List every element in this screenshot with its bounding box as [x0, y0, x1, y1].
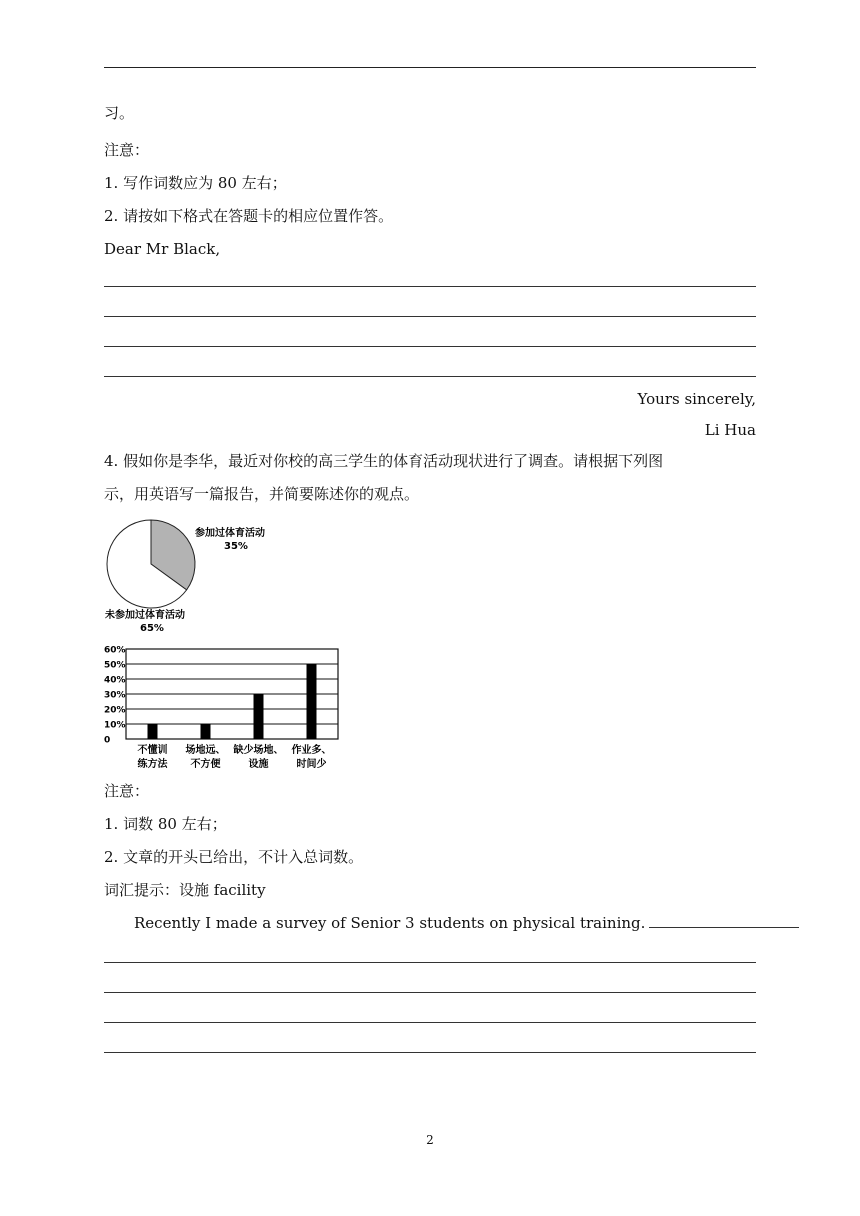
text-line: 习。	[104, 104, 135, 122]
answer-line[interactable]	[104, 992, 756, 993]
answer-line[interactable]	[104, 1022, 756, 1023]
pie-chart	[100, 508, 300, 638]
x-category-label: 练方法	[137, 759, 168, 770]
y-tick-label: 50%	[104, 660, 126, 671]
question-4-text: 示，用英语写一篇报告，并简要陈述你的观点。	[104, 485, 420, 503]
answer-line[interactable]	[104, 316, 756, 317]
note-heading: 注意：	[104, 782, 150, 800]
x-category-label: 作业多、	[291, 745, 332, 756]
salutation: Dear Mr Black,	[104, 240, 221, 258]
note-item: 1. 写作词数应为 80 左右；	[104, 174, 287, 192]
answer-line[interactable]	[104, 1052, 756, 1053]
bar-3	[254, 694, 264, 739]
essay-opening-text: Recently I made a survey of Senior 3 students on physical training.	[134, 914, 646, 932]
x-category-label: 不方便	[190, 759, 221, 770]
answer-blank[interactable]	[649, 913, 799, 928]
x-category-label: 场地远、	[185, 745, 226, 756]
y-tick-label: 60%	[104, 645, 126, 656]
page-number: 2	[426, 1133, 434, 1147]
answer-line[interactable]	[104, 286, 756, 287]
bar-chart	[100, 643, 345, 773]
note-item: 1. 词数 80 左右；	[104, 815, 227, 833]
answer-line[interactable]	[104, 962, 756, 963]
y-tick-label: 30%	[104, 690, 126, 701]
bar-1	[148, 724, 158, 739]
y-tick-label: 10%	[104, 720, 126, 731]
question-4-text: 4. 假如你是李华，最近对你校的高三学生的体育活动现状进行了调查。请根据下列图	[104, 452, 664, 470]
closing: Yours sincerely,	[637, 390, 756, 408]
pie-value-label: 65%	[140, 623, 164, 634]
bar-2	[201, 724, 211, 739]
pie-label: 未参加过体育活动	[105, 610, 185, 621]
answer-line[interactable]	[104, 346, 756, 347]
x-category-label: 设施	[248, 759, 269, 770]
x-category-label: 不懂训	[137, 745, 168, 756]
x-category-label: 时间少	[296, 759, 327, 770]
header-rule	[104, 67, 756, 68]
answer-line[interactable]	[104, 376, 756, 377]
signature: Li Hua	[704, 421, 756, 439]
y-tick-label: 40%	[104, 675, 126, 686]
x-category-label: 缺少场地、	[233, 745, 284, 756]
note-item: 2. 请按如下格式在答题卡的相应位置作答。	[104, 207, 394, 225]
pie-value-label: 35%	[224, 541, 248, 552]
pie-label: 参加过体育活动	[195, 528, 265, 539]
note-item: 2. 文章的开头已给出，不计入总词数。	[104, 848, 364, 866]
y-tick-label: 0	[104, 735, 111, 746]
bar-4	[307, 664, 317, 739]
y-tick-label: 20%	[104, 705, 126, 716]
vocabulary-hint: 词汇提示：设施 facility	[104, 881, 266, 899]
note-heading: 注意：	[104, 141, 150, 159]
essay-opening	[134, 913, 799, 933]
